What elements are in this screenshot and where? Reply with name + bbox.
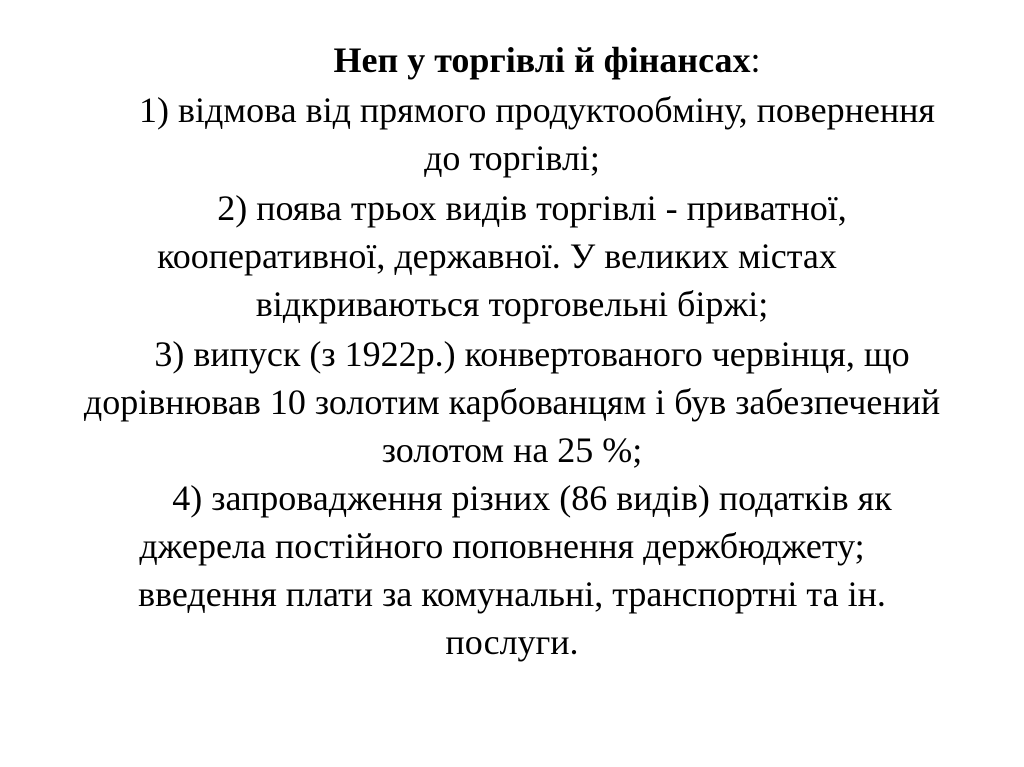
text-line: кооперативної, державної. У великих містах: [157, 236, 837, 276]
text-line: послуги.: [445, 622, 579, 662]
text-line: 2) поява трьох видів торгівлі - приватної,: [217, 188, 847, 228]
text-line: 3) випуск (з 1922р.) конвертованого червінця, що: [154, 334, 910, 374]
text-line: відкриваються торговельні біржі;: [255, 284, 769, 324]
slide-title-bold: Неп у торгівлі й фінансах: [333, 40, 751, 80]
text-line: до торгівлі;: [424, 138, 600, 178]
text-line: введення плати за комунальні, транспортні та ін.: [138, 574, 886, 614]
slide-title-colon: :: [750, 40, 761, 80]
text-line: 1) відмова від прямого продуктообміну, повернення: [139, 90, 935, 130]
text-line: джерела постійного поповнення держбюджету;: [139, 526, 865, 566]
text-line: золотом на 25 %;: [381, 430, 643, 470]
text-line: дорівнював 10 золотим карбованцям і був забезпечений: [83, 382, 941, 422]
slide-title: [0, 38, 1024, 82]
text-line: 4) запровадження різних (86 видів) податків як: [172, 478, 892, 518]
